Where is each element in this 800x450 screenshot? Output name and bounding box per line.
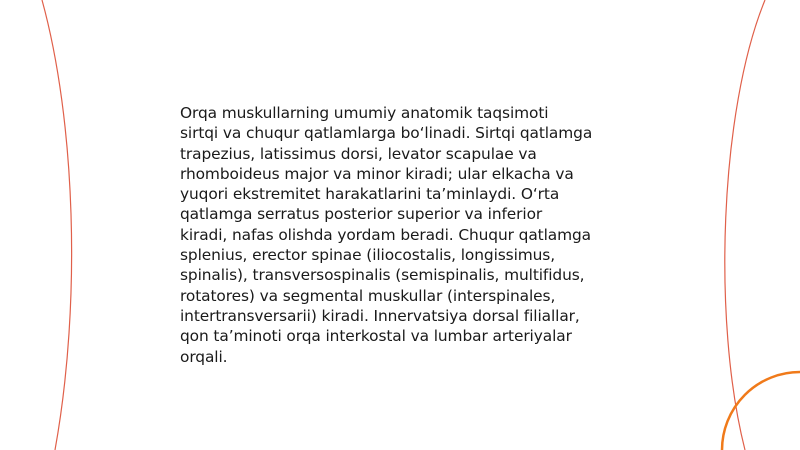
body-line: kiradi, nafas olishda yordam beradi. Chuqur qatlamga [180, 225, 591, 244]
orange-arc [722, 372, 800, 450]
body-line: orqali. [180, 347, 228, 366]
body-paragraph [180, 103, 630, 367]
body-line: yuqori ekstremitet harakatlarini ta’minlaydi. O‘rta [180, 185, 560, 204]
body-line: qatlamga serratus posterior superior va inferior [180, 205, 543, 224]
body-line: splenius, erector spinae (iliocostalis, longissimus, [180, 246, 556, 265]
body-line: trapezius, latissimus dorsi, levator scapulae va [180, 144, 537, 163]
body-line: spinalis), transversospinalis (semispinalis, multifidus, [180, 266, 585, 285]
body-line: qon ta’minoti orqa interkostal va lumbar arteriyalar [180, 327, 572, 346]
left-edge-curve [42, 0, 72, 450]
body-line: rotatores) va segmental muskullar (interspinales, [180, 286, 556, 305]
body-line: rhomboideus major va minor kiradi; ular elkacha va [180, 164, 574, 183]
body-line: Orqa muskullarning umumiy anatomik taqsimoti [180, 104, 549, 122]
body-line: sirtqi va chuqur qatlamlarga bo‘linadi. Sirtqi qatlamga [180, 124, 593, 143]
body-line: intertransversarii) kiradi. Innervatsiya dorsal filiallar, [180, 306, 580, 325]
